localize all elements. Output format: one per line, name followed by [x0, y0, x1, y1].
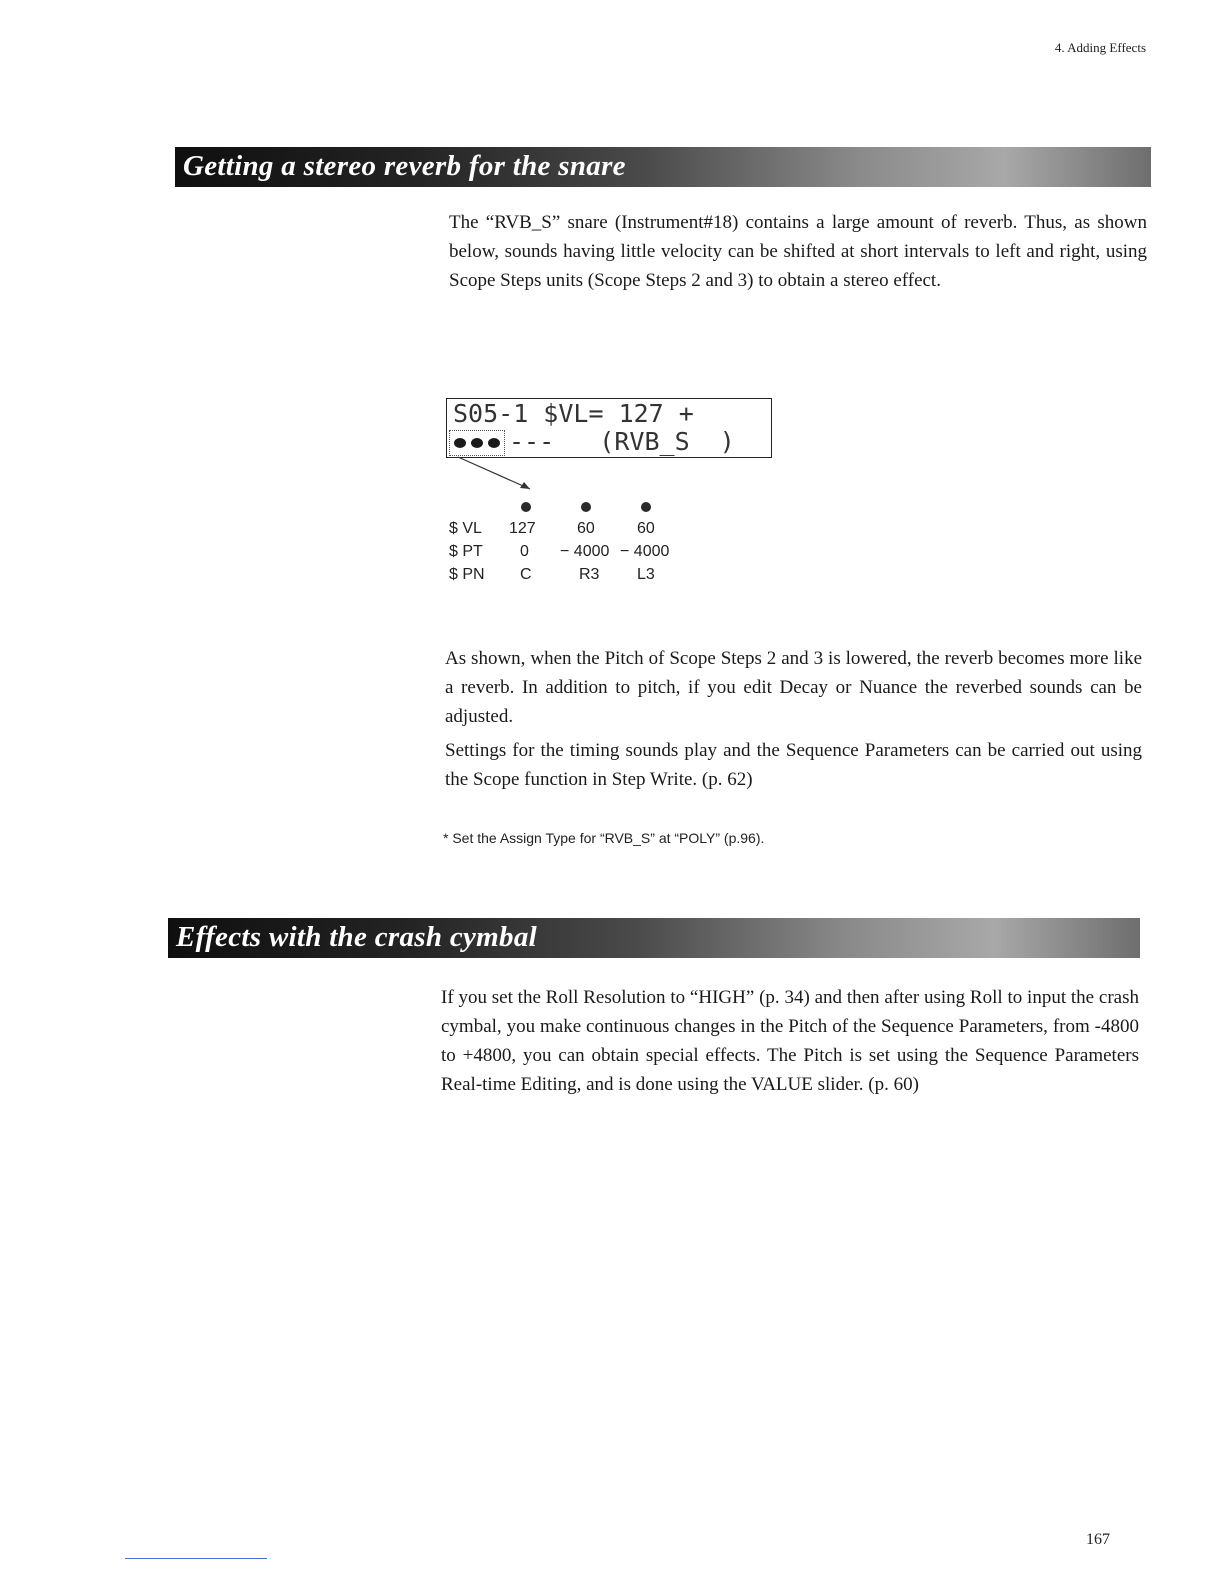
section-banner-stereo-reverb	[175, 147, 1151, 187]
param-value: − 4000	[620, 543, 670, 560]
scope-step-icon	[488, 438, 500, 448]
crash-cymbal-paragraph: If you set the Roll Resolution to “HIGH” (p. 34) and then after using Roll to input the crash cymbal, you make continuous changes in the Pitch of the Sequence Parameters, from -4800 to +4800, you can obtain special effects. The Pitch is set using the Sequence Parameters Real-time Editing, and is done using the VALUE slider. (p. 60)	[441, 987, 1139, 1095]
param-value: C	[520, 566, 532, 583]
lcd-scope-steps	[449, 430, 505, 456]
param-label: $ PT	[449, 543, 483, 560]
param-label: $ PN	[449, 566, 485, 583]
scope-step-icon	[454, 438, 466, 448]
pointer-arrow-icon	[440, 455, 540, 495]
lcd-line-2: --- (RVB_S )	[509, 427, 735, 456]
section-banner-crash-cymbal	[168, 918, 1140, 958]
scope-step-icon	[471, 438, 483, 448]
settings-paragraph: Settings for the timing sounds play and the Sequence Parameters can be carried out using the Scope function in Step Write. (p. 62)	[445, 740, 1142, 790]
param-value: 60	[577, 520, 595, 537]
param-value: 60	[637, 520, 655, 537]
param-value: 0	[520, 543, 529, 560]
page-number: 167	[1086, 1531, 1110, 1548]
section-title: Effects with the crash cymbal	[176, 921, 537, 953]
param-value: R3	[579, 566, 600, 583]
param-label: $ VL	[449, 520, 482, 537]
param-value: 127	[509, 520, 536, 537]
param-value: − 4000	[560, 543, 610, 560]
explanation-paragraph: As shown, when the Pitch of Scope Steps 2 and 3 is lowered, the reverb becomes more like a reverb. In addition to pitch, if you edit Decay or Nuance the reverbed sounds can be adjusted.	[445, 648, 1142, 727]
section-title: Getting a stereo reverb for the snare	[183, 150, 626, 182]
assign-type-note: * Set the Assign Type for “RVB_S” at “POLY” (p.96).	[443, 830, 765, 846]
lcd-display	[446, 398, 772, 458]
param-value: L3	[637, 566, 655, 583]
lcd-line-1: S05-1 $VL= 127 +	[453, 399, 694, 428]
scope-step-2-icon	[581, 502, 591, 512]
intro-paragraph: The “RVB_S” snare (Instrument#18) contains a large amount of reverb. Thus, as shown below, sounds having little velocity can be shifted at short intervals to left and right, using Scope Steps units (Scope Steps 2 and 3) to obtain a stereo effect.	[449, 212, 1147, 291]
scope-step-3-icon	[641, 502, 651, 512]
footer-rule	[125, 1558, 267, 1559]
scope-step-1-icon	[521, 502, 531, 512]
running-header: 4. Adding Effects	[1054, 40, 1146, 55]
